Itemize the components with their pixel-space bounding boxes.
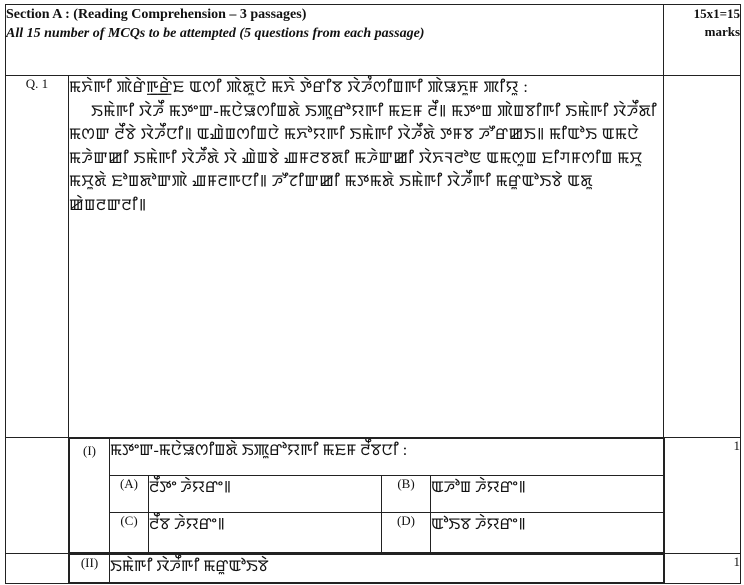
subquestion-2-text: ꯏꯃꯥꯒꯤ ꯋꯥꯍꯩꯒꯤ ꯃꯔꯨꯑꯣꯏꯕꯥ [110,555,665,583]
subquestion-2-marks: 1 [664,554,741,584]
subquestion-1-marks: 1 [664,438,741,554]
option-a-label: (A) [110,476,149,513]
subquestion-1-left-gap [6,438,69,554]
passage-marks-cell [664,76,741,438]
section-header [6,5,664,76]
subquestion-2-table [69,554,665,583]
subquestion-2-number: (II) [70,555,110,583]
subquestion-1-row [6,438,741,554]
subquestion-2-left-gap [6,554,69,584]
passage-text: ꯏꯃꯥꯒꯤ ꯋꯥꯍꯩ ꯃꯇꯦꯛ-ꯃꯅꯥꯎꯁꯤꯡꯗꯥ ꯏꯄꯨꯔꯣꯌꯒꯤ ꯃꯐꯝ ꯂꯩ꯫ ꯃꯇꯦꯡ ꯄꯥꯡꯕꯤꯒꯤ ꯏꯃꯥꯒꯤ ꯋꯥꯍꯩꯗꯤ ꯃꯁꯛ ꯂꯩꯕꯥ ꯋꯥꯍꯩꯅꯤ꯫ ꯑꯉꯥꯡꯁꯤꯡꯅꯥ ꯃꯈꯣꯌꯒꯤ ꯏꯃꯥꯒꯤ ꯋꯥꯍꯩꯗꯥ ꯇꯝꯕ ꯍꯧꯔꯀꯏ꯫ ꯃꯤꯑꯣꯏ ꯑꯃꯅꯥ ꯃꯍꯥꯛꯀꯤ ꯏꯃꯥꯒꯤ ꯋꯥꯍꯩꯗꯥ ꯋꯥ ꯉꯥꯡꯕꯥ ꯉꯝꯂꯕꯗꯤ ꯃꯍꯥꯛꯀꯤ ꯋꯥꯈꯜꯂꯣꯟ ꯑꯃꯁꯨꯡ ꯐꯤꯚꯝꯁꯤꯡ ꯃꯆꯨ ꯃꯆꯨꯗꯥ ꯐꯣꯡꯗꯣꯛꯄꯥ ꯉꯝꯂꯒꯅꯤ꯫ ꯍꯧꯖꯤꯛꯀꯤ ꯃꯇꯃꯗꯥ ꯏꯃꯥꯒꯤ ꯋꯥꯍꯩꯒꯤ ꯃꯔꯨꯑꯣꯏꯕꯥ ꯑꯗꯨ ꯀꯥꯡꯂꯛꯂꯤ꯫ [69,102,658,214]
section-instruction: All 15 number of MCQs to be attempted (5 questions from each passage) [6,26,425,41]
passage-instruction: ꯃꯈꯥꯒꯤ ꯄꯥꯔꯥꯒ꯭ꯔꯥꯐ ꯑꯁꯤ ꯄꯥꯗꯨꯅꯥ ꯃꯈꯥ ꯇꯥꯔꯤꯕ ꯋꯥꯍꯪꯁꯤꯡꯒꯤ ꯄꯥꯎꯈꯨꯝ ꯄꯤꯌꯨ : [69,79,529,96]
section-title: Section A : (Reading Comprehension – 3 passages) [6,7,307,22]
passage-cell [69,76,664,438]
options-row-2 [70,513,665,553]
subquestion-1-text: ꯃꯇꯦꯛ-ꯃꯅꯥꯎꯁꯤꯡꯗꯥ ꯏꯄꯨꯔꯣꯌꯒꯤ ꯃꯐꯝ ꯂꯩꯕꯅꯤ : [110,439,665,476]
passage-row [6,76,741,438]
subquestion-1-cell [69,438,664,554]
marks-unit: marks [704,24,741,39]
option-a-text: ꯂꯩꯇꯦ ꯍꯥꯌꯔꯦ꯫ [149,476,382,513]
marks-total: 15x1=15 [693,6,741,21]
option-b-label: (B) [382,476,431,513]
option-b-text: ꯑꯍꯣꯡ ꯍꯥꯌꯔꯦ꯫ [431,476,665,513]
option-c-label: (C) [110,513,149,553]
question-paper-table [5,4,741,584]
option-d-label: (D) [382,513,431,553]
subquestion-2-cell [69,554,664,584]
option-c-text: ꯂꯩꯕ ꯍꯥꯌꯔꯦ꯫ [149,513,382,553]
section-marks [664,5,741,76]
subquestion-2-row [6,554,741,584]
subquestion-1-stem-row [70,439,665,476]
option-d-text: ꯑꯣꯏꯕ ꯍꯥꯌꯔꯦ꯫ [431,513,665,553]
section-header-row [6,5,741,76]
subquestion-1-number: (I) [70,439,110,553]
options-row-1 [70,476,665,513]
subquestion-1-table [69,438,665,553]
question-number: Q. 1 [6,76,69,438]
